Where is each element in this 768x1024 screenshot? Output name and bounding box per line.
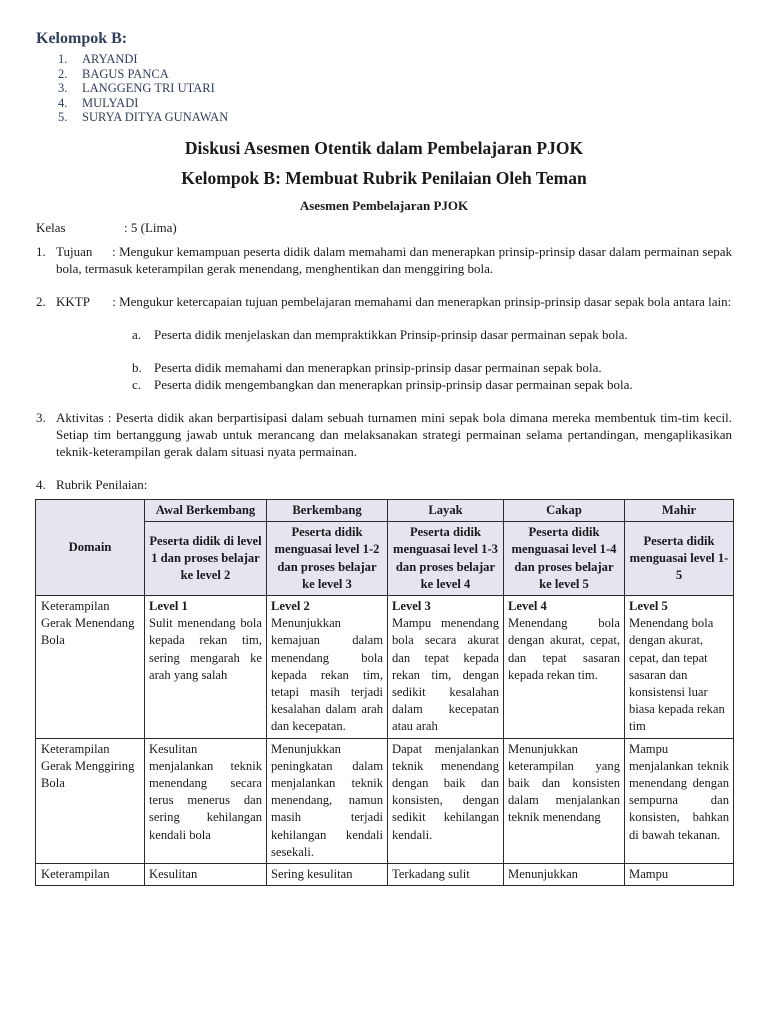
rubric-cell: Mampu menjalankan teknik menendang dengan sempurna dan konsisten, bahkan di bawah tekanan. [625,738,734,863]
domain-cell: Keterampilan Gerak Menendang Bola [36,596,145,739]
level-name-header: Mahir [625,500,734,522]
rubric-cell: Sering kesulitan [267,864,388,886]
level-label: Level 3 [392,599,431,614]
rubric-table [35,499,734,886]
class-label: Kelas [36,220,66,235]
level-desc-header: Peserta didik menguasai level 1-4 dan proses belajar ke level 5 [504,522,625,596]
level-name-header: Awal Berkembang [145,500,267,522]
domain-cell: Keterampilan Gerak Menggiring Bola [36,738,145,863]
table-header-row [36,500,734,522]
level-label: Level 5 [629,599,668,614]
level-label: Level 4 [508,599,547,614]
table-row [36,596,734,739]
class-value: : 5 (Lima) [124,220,177,235]
member-name: ARYANDI [82,52,138,66]
table-row [36,864,734,886]
cell-text: Menunjukkan kemajuan dalam menendang bola kepada rekan tim, tetapi masih terjadi kesalahan dalam arah dan kecepatan. [271,616,383,734]
member-name: SURYA DITYA GUNAWAN [82,110,229,125]
rubric-cell [145,596,267,739]
rubric-cell: Menunjukkan keterampilan yang baik dan konsisten dalam menjalankan teknik menendang [504,738,625,863]
subtitle: Kelompok B: Membuat Rubrik Penilaian Oleh Teman [181,168,587,188]
member-name: BAGUS PANCA [82,66,169,81]
domain-cell: Keterampilan [36,864,145,886]
level-label: Level 1 [149,599,188,614]
cell-text: Sulit menendang bola kepada rekan tim, sering mengarah ke arah yang salah [149,616,262,682]
member-list [58,52,228,125]
kktp-subitem-c: c. Peserta didik mengembangkan dan menerapkan prinsip-prinsip dasar permainan sepak bola. [132,377,633,392]
cell-text: Menendang bola dengan akurat, cepat, dan tepat sasaran kepada rekan tim. [508,616,620,682]
rubric-item: 4. Rubrik Penilaian: [36,477,148,492]
list-item: 2. BAGUS PANCA [58,66,169,81]
cell-text: Menendang bola dengan akurat, cepat, dan tepat sasaran dan konsistensi luar biasa kepada rekan tim [629,616,725,734]
domain-header: Domain [36,500,145,596]
table-row [36,738,734,863]
kktp-subitem-b: b. Peserta didik memahami dan menerapkan prinsip-prinsip dasar permainan sepak bola. [132,360,602,375]
objective-item: 1. Tujuan : Mengukur kemampuan peserta didik dalam memahami dan menerapkan prinsip-prinsip dasar dalam permainan sepak bola, termasuk keterampilan gerak menendang, menghentikan dan menggiring bola. [36,244,736,276]
level-name-header: Layak [388,500,504,522]
rubric-cell: Terkadang sulit [388,864,504,886]
section-title: Asesmen Pembelajaran PJOK [299,198,469,213]
kktp-item: 2. KKTP : Mengukur ketercapaian tujuan pembelajaran memahami dan menerapkan prinsip-prinsip dasar sepak bola antara lain: [36,294,732,309]
level-label: Level 2 [271,599,310,614]
level-desc-header: Peserta didik menguasai level 1-3 dan proses belajar ke level 4 [388,522,504,596]
list-item: 1. ARYANDI [58,52,138,66]
rubric-cell: Menunjukkan [504,864,625,886]
rubric-cell: Kesulitan [145,864,267,886]
member-name: MULYADI [82,95,139,110]
level-desc-header: Peserta didik menguasai level 1-2 dan proses belajar ke level 3 [267,522,388,596]
level-desc-header: Peserta didik menguasai level 1-5 [625,522,734,596]
level-desc-header: Peserta didik di level 1 dan proses belajar ke level 2 [145,522,267,596]
rubric-cell [267,596,388,739]
cell-text: Mampu menendang bola secara akurat dan tepat kepada rekan tim, dengan sedikit kesalahan dalam kecepatan atau arah [392,616,499,734]
class-line [36,220,177,237]
group-heading: Kelompok B: [36,30,128,47]
member-name: LANGGENG TRI UTARI [82,81,215,96]
level-name-header: Berkembang [267,500,388,522]
rubric-cell [625,596,734,739]
main-title: Diskusi Asesmen Otentik dalam Pembelajaran PJOK [184,138,584,158]
kktp-subitem-a: a. Peserta didik menjelaskan dan mempraktikkan Prinsip-prinsip dasar permainan sepak bola. [132,327,628,342]
rubric-cell [388,596,504,739]
rubric-cell: Dapat menjalankan teknik menendang dengan baik dan konsisten, dengan sedikit kehilangan kendali. [388,738,504,863]
list-item: 5. SURYA DITYA GUNAWAN [58,110,229,125]
activity-item: 3. Aktivitas : Peserta didik akan berpartisipasi dalam sebuah turnamen mini sepak bola dimana mereka membentuk tim-tim kecil. Setiap tim bertanggung jawab untuk merancang dan melaksanakan strategi permainan selama pertandingan, mengaplikasikan teknik-keterampilan gerak dalam situasi nyata permainan. [36,410,732,459]
list-item: 3. LANGGENG TRI UTARI [58,81,215,96]
rubric-cell: Kesulitan menjalankan teknik menendang secara terus menerus dan sering kehilangan kendali bola [145,738,267,863]
list-item: 4. MULYADI [58,95,139,110]
rubric-cell: Menunjukkan peningkatan dalam menjalankan teknik menendang, namun masih terjadi kehilangan kendali sesekali. [267,738,388,863]
rubric-cell [504,596,625,739]
rubric-cell: Mampu [625,864,734,886]
level-name-header: Cakap [504,500,625,522]
